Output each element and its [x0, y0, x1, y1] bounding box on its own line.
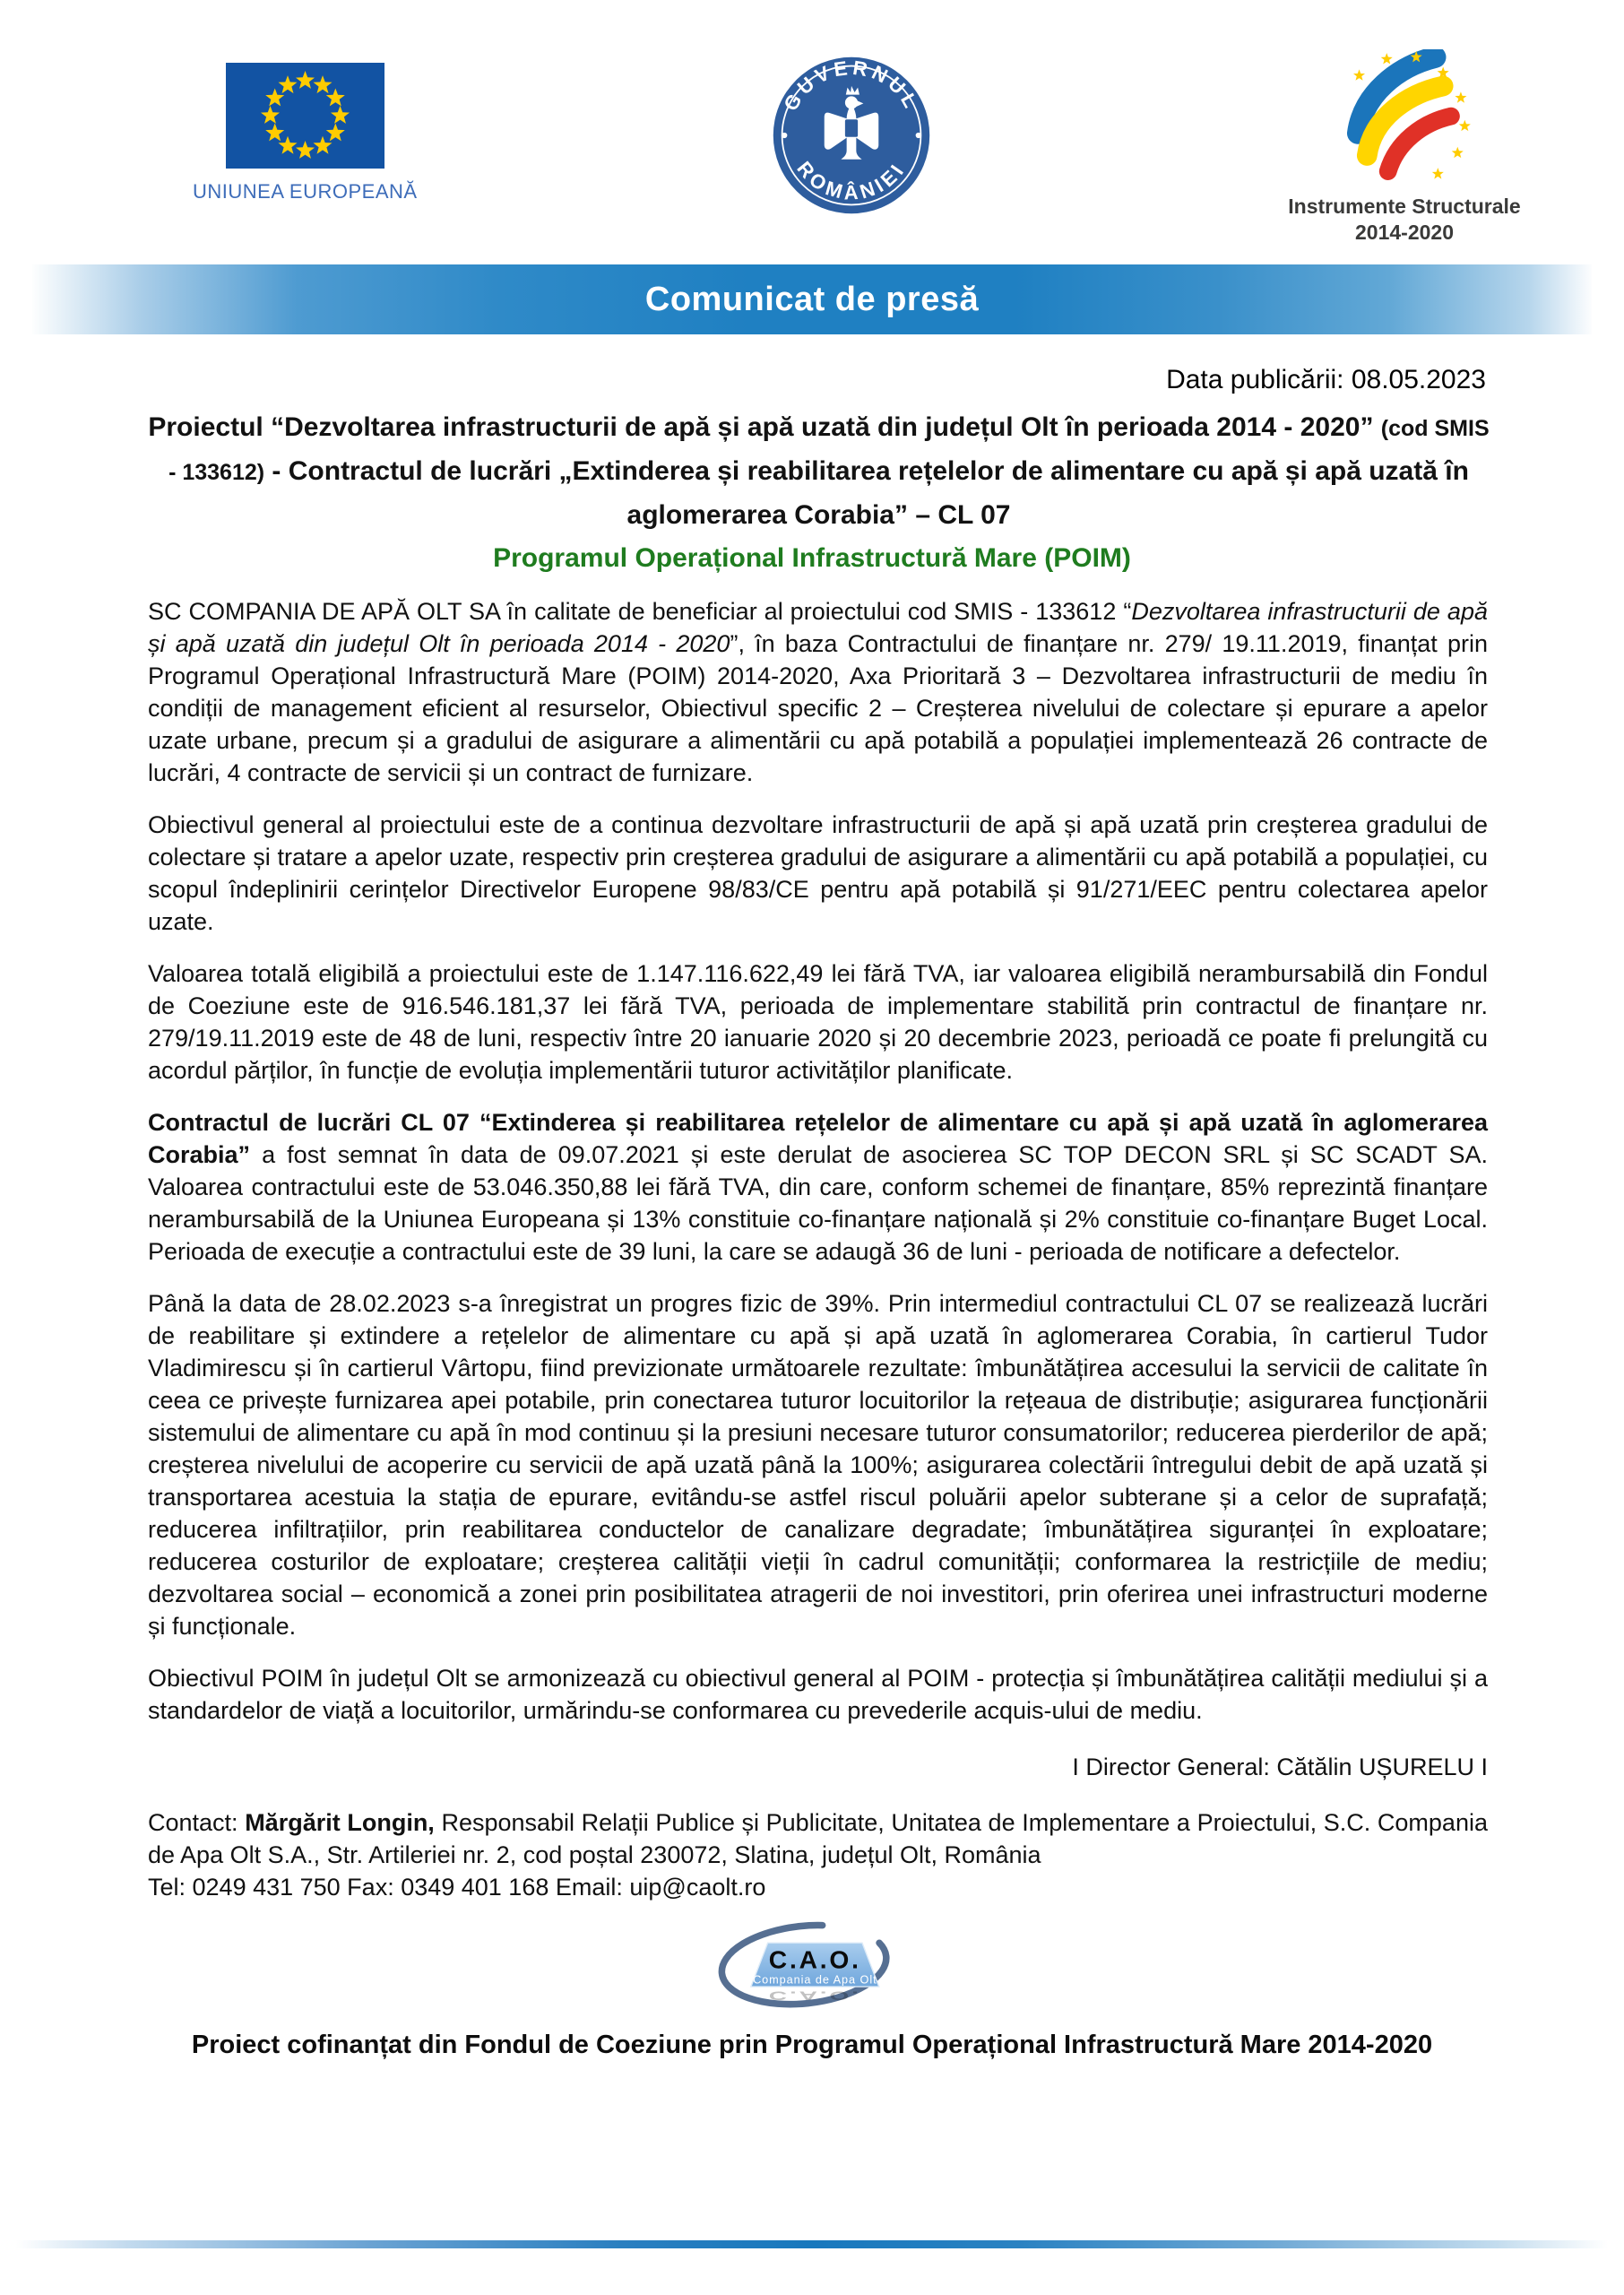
- structural-instruments-caption: [1285, 194, 1524, 246]
- gov-romania-logo: [772, 49, 931, 220]
- paragraph-progress: Până la data de 28.02.2023 s-a înregistrat un progres fizic de 39%. Prin intermediul contractului CL 07 se realizează lucrări de reabilitare și extindere a rețelelor de alimentare cu apă și apă uzată în aglomerarea Corabia, în cartierul Tudor Vladimirescu și în cartierul Vârtopu, fiind previzionate următoarele rezultate: îmbunătățirea accesului la servicii de calitate în ceea ce privește furnizarea apei potabile, prin conectarea tuturor locuitorilor la rețeaua de distribuție; asigurarea funcționării sistemului de alimentare cu apă în mod continuu și la presiuni necesare tuturor consumatorilor; reducerea pierderilor de apă; creșterea nivelului de acoperire cu servicii de apă uzată până la 100%; asigurarea colectării întregului debit de apă uzată și transportarea acestuia la stația de epurare, evitându-se astfel riscul poluării apelor subterane și a celor de suprafață; reducerea infiltrațiilor, prin reabilitarea conductelor de canalizare degradate; îmbunătățirea siguranței în exploatare; reducerea costurilor de exploatare; creșterea calității vieții în cadrul comunității; conformarea la restricțiile de mediu; dezvoltarea social – economică a zonei prin posibilitatea atragerii de noi investitori, prin oferirea unei infrastructuri moderne și funcționale.: [148, 1290, 1488, 1640]
- structural-instruments-icon: [1285, 49, 1524, 184]
- program-subtitle: Programul Operațional Infrastructură Mare (POIM): [493, 543, 1131, 573]
- paragraph-poim-objective: Obiectivul POIM în județul Olt se armonizează cu obiectivul general al POIM - protecția și îmbunătățirea calității mediului și a standardelor de viață a locuitorilor, urmărindu-se conformarea cu prevederile acquis-ului de mediu.: [148, 1665, 1488, 1724]
- structural-caption-line1: Instrumente Structurale: [1288, 195, 1521, 218]
- banner-title: Comunicat de presă: [644, 280, 980, 318]
- contact-info: Contact: Mărgărit Longin, Responsabil Relații Publice și Publicitate, Unitatea de Implementare a Proiectului, S.C. Compania de Apa Olt S.A., Str. Artileriei nr. 2, cod poștal 230072, Slatina, județul Olt, România: [148, 1809, 1488, 1868]
- paragraph-value: Valoarea totală eligibilă a proiectului este de 1.147.116.622,49 lei fără TVA, iar valoarea eligibilă nerambursabilă din Fondul de Coeziune este de 916.546.181,37 lei fără TVA, perioada de implementare stabilită prin contractul de finanțare nr. 279/19.11.2019 este de 48 de luni, respectiv între 20 ianuarie 2020 și 20 decembrie 2023, perioadă ce poate fi prelungită cu acordul părților, în funcție de evoluția implementării tuturor activităților planificate.: [148, 960, 1488, 1084]
- eu-flag-icon: [226, 63, 384, 169]
- document-title: Proiectul “Dezvoltarea infrastructurii de apă și apă uzată din județul Olt în perioada 2014 - 2020” (cod SMIS - 133612) - Contractul de lucrări „Extinderea și reabilitarea rețelelor de alimentare cu apă și apă uzată în aglomerarea Corabia” – CL 07: [148, 412, 1490, 530]
- eu-flag-logo: [193, 49, 418, 204]
- cao-acronym: C.A.O.: [768, 1944, 861, 1974]
- paragraph-beneficiary: SC COMPANIA DE APĂ OLT SA în calitate de beneficiar al proiectului cod SMIS - 133612 “Dezvoltarea infrastructurii de apă și apă uzată din județul Olt în perioada 2014 - 2020”, în baza Contractului de finanțare nr. 279/ 19.11.2019, finanțat prin Programul Operațional Infrastructură Mare (POIM) 2014-2020, Axa Prioritară 3 – Dezvoltarea infrastructurii de mediu în condiții de management eficient al resurselor, Obiectivul specific 2 – Creșterea nivelului de colectare și epurare a apelor uzate urbane, precum și a gradului de asigurare a alimentării cu apă potabilă a populației implementează 26 contracte de lucrări, 4 contracte de servicii și un contract de furnizare.: [148, 598, 1488, 786]
- paragraph-contract-cl07: Contractul de lucrări CL 07 “Extinderea și reabilitarea rețelelor de alimentare cu apă și apă uzată în aglomerarea Corabia” a fost semnat în data de 09.07.2021 și este derulat de asocierea SC TOP DECON SRL și SC SCADT SA. Valoarea contractului este de 53.046.350,88 lei fără TVA, din care, conform schemei de finanțare, 85% reprezintă finanțare nerambursabilă de la Uniunea Europeana și 13% constituie co-finanțare națională și 2% constituie co-finanțare Buget Local. Perioada de execuție a contractului este de 39 luni, la care se adaugă 36 de luni - perioada de notificare a defectelor.: [148, 1109, 1488, 1265]
- gov-romania-seal-icon: [772, 56, 931, 215]
- cao-logo: [0, 1916, 1624, 2022]
- cofinancing-note: Proiect cofinanțat din Fondul de Coeziune prin Programul Operațional Infrastructură Mare 2014-2020: [191, 2031, 1433, 2059]
- gov-arc-bottom-text: ROMÂNIEI: [792, 157, 911, 204]
- structural-instruments-logo: [1285, 49, 1524, 246]
- contact-phone-line: Tel: 0249 431 750 Fax: 0349 401 168 Email: uip@caolt.ro: [148, 1874, 766, 1901]
- body-text: [148, 595, 1488, 1727]
- header-logos: [0, 0, 1624, 264]
- signature-line: I Director General: Cătălin UȘURELU I: [1072, 1754, 1488, 1780]
- gov-arc-top-text: GUVERNUL: [779, 56, 924, 115]
- cao-company-name: Compania de Apa Olt: [752, 1973, 877, 1987]
- footer-divider: [16, 2240, 1608, 2248]
- cao-logo-icon: [707, 1916, 918, 2017]
- eu-flag-caption: UNIUNEA EUROPEANĂ: [193, 180, 418, 203]
- press-release-banner: [32, 264, 1592, 334]
- paragraph-objective: Obiectivul general al proiectului este de a continua dezvoltare infrastructurii de apă și apă uzată prin creșterea gradului de colectare și tratare a apelor uzate, respectiv prin creșterea gradului de asigurare a alimentării cu apă potabilă a populației, cu scopul îndeplinirii cerințelor Directivelor Europene 98/83/CE pentru apă potabilă și 91/271/EEC pentru colectarea apelor uzate.: [148, 811, 1488, 935]
- cao-acronym-reflection: C.A.O.: [768, 1988, 861, 2004]
- structural-caption-line2: 2014-2020: [1355, 220, 1454, 244]
- publication-date: Data publicării: 08.05.2023: [1166, 365, 1486, 394]
